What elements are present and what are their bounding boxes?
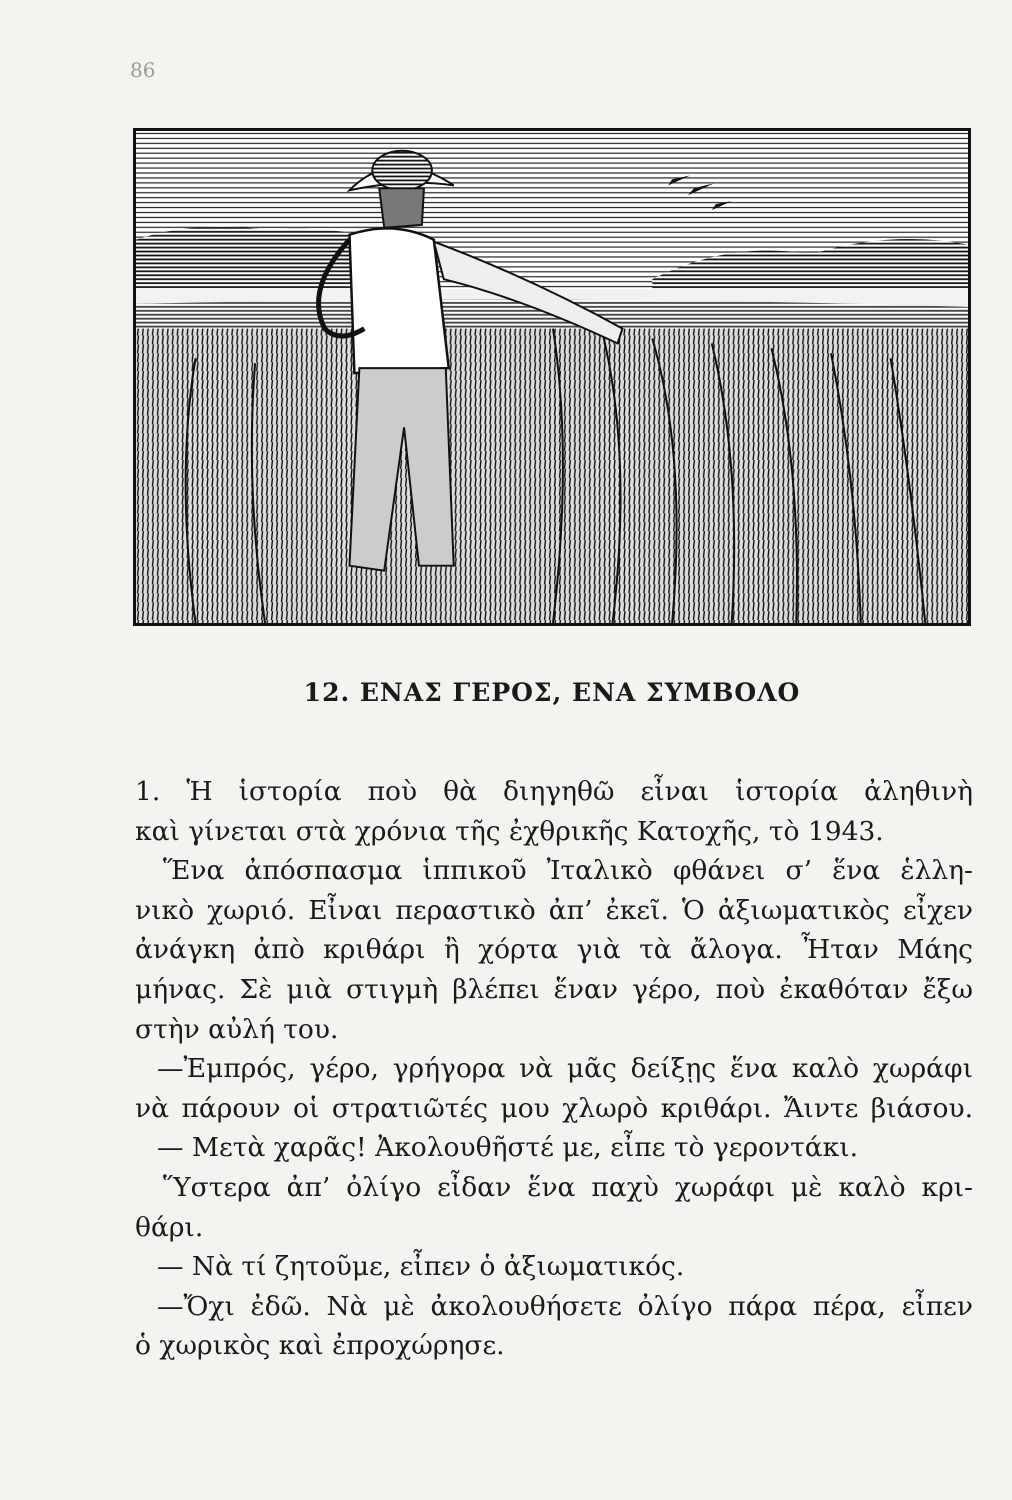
body-text	[135, 772, 973, 1366]
page-number: 86	[130, 58, 156, 82]
text-line: — Νὰ τί ζητοῦμε, εἶπεν ὁ ἀξιωματικός.	[157, 1251, 685, 1283]
text-line: Ὕστερα ἀπ’ ὀλίγο εἶδαν ἕνα παχὺ χωράφι μὲ καλὸ κρι-	[163, 1171, 973, 1203]
text-line: —Ἐμπρός, γέρο, γρήγορα νὰ μᾶς δείξῃς ἕνα καλὸ χωράφι	[157, 1053, 973, 1085]
text-line: —Ὄχι ἐδῶ. Νὰ μὲ ἀκολουθήσετε ὀλίγο πάρα πέρα, εἶπεν	[157, 1290, 973, 1322]
text-line: — Μετὰ χαρᾶς! Ἀκολουθῆστέ με, εἶπε τὸ γεροντάκι.	[157, 1132, 859, 1164]
text-line: 1. Ἡ ἱστορία ποὺ θὰ διηγηθῶ εἶναι ἱστορία ἀληθινὴ	[135, 776, 973, 807]
text-line: νὰ πάρουν οἱ στρατιῶτές μου χλωρὸ κριθάρι. Ἄιντε βιάσου.	[135, 1092, 973, 1124]
text-line: νικὸ χωριό. Εἶναι περαστικὸ ἀπ’ ἐκεῖ. Ὁ ἀξιωματικὸς εἶχεν	[135, 894, 973, 926]
text-line: ὁ χωρικὸς καὶ ἐπροχώρησε.	[135, 1330, 505, 1362]
farmer-in-wheat-field-image	[136, 131, 968, 623]
chapter-title: 12. ΕΝΑΣ ΓΕΡΟΣ, ΕΝΑ ΣΥΜΒΟΛΟ	[303, 678, 801, 707]
text-line: στὴν αὐλή του.	[135, 1013, 339, 1045]
text-line: μήνας. Σὲ μιὰ στιγμὴ βλέπει ἕναν γέρο, ποὺ ἐκαθόταν ἔξω	[135, 973, 973, 1005]
text-line: καὶ γίνεται στὰ χρόνια τῆς ἐχθρικῆς Κατοχῆς, τὸ 1943.	[135, 815, 884, 847]
text-line: ἀνάγκη ἀπὸ κριθάρι ἢ χόρτα γιὰ τὰ ἄλογα. Ἦταν Μάης	[135, 934, 973, 966]
text-line: θάρι.	[135, 1211, 204, 1243]
text-line: Ἕνα ἀπόσπασμα ἱππικοῦ Ἰταλικὸ φθάνει σ’ ἕνα ἑλλη-	[163, 855, 973, 887]
woodcut-illustration	[133, 128, 971, 626]
